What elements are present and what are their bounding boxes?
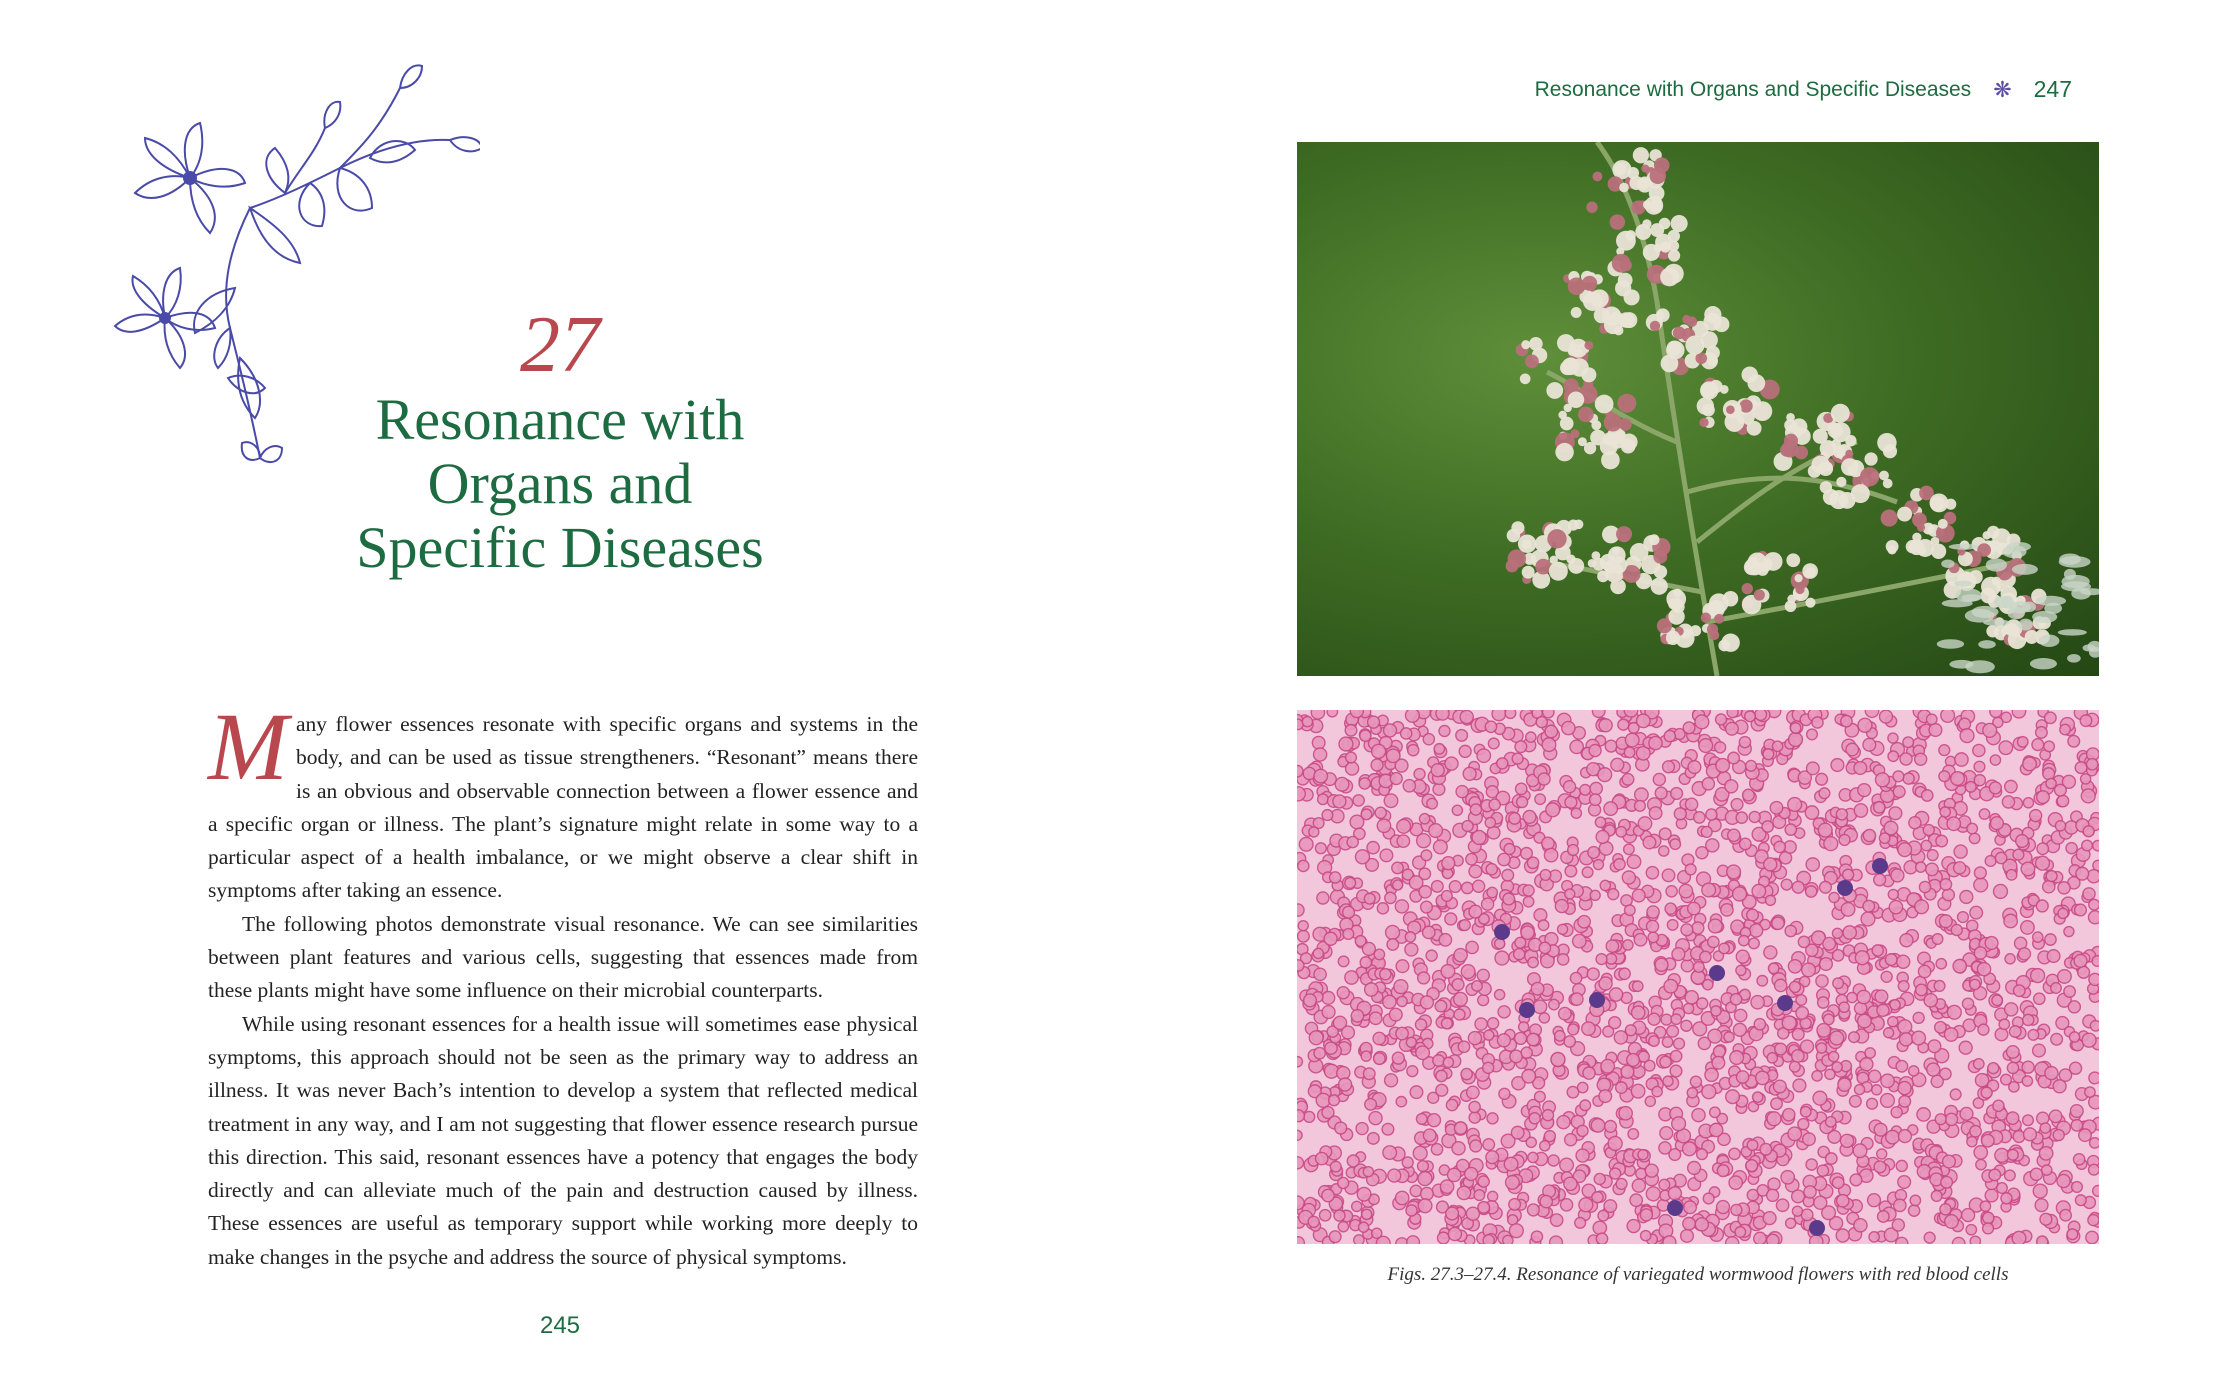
page-number-left: 245 bbox=[539, 1312, 581, 1339]
chapter-title-line: Specific Diseases bbox=[356, 515, 764, 580]
right-page bbox=[1120, 0, 2240, 1400]
chapter-title bbox=[300, 388, 820, 580]
paragraph: While using resonant essences for a health issue will sometimes ease physical symptoms, this approach should not be seen as the primary way to address an illness. It was never Bach’s intention to develop a system that reflected medical treatment in any way, and I am not suggesting that flower essence research pursue this direction. This said, resonant essences have a potency that engages the body directly and can alleviate much of the pain and destruction caused by illness. These essences are useful as temporary support while working more deeply to make changes in the psyche and address the source of physical symptoms. bbox=[208, 1011, 918, 1269]
drop-cap: M bbox=[208, 693, 288, 800]
running-head bbox=[1535, 76, 2072, 103]
wormwood-flowers-image bbox=[1297, 142, 2099, 676]
paragraph: The following photos demonstrate visual resonance. We can see similarities between plant features and various cells, suggesting that essences made from these plants might have some influence on their microbial counterparts. bbox=[208, 911, 918, 1003]
chapter-title-line: Organs and bbox=[427, 451, 693, 516]
wormwood-flowers-photo bbox=[1297, 142, 2099, 676]
red-blood-cells-image bbox=[1297, 710, 2099, 1244]
paragraph-text: any flower essences resonate with specific organs and systems in the body, and can be used as tissue strengtheners. “Resonant” means there is an obvious and observable connection between a flower essence and a specific organ or illness. The plant’s signature might relate in some way to a particular aspect of a health imbalance, or we might observe a clear shift in symptoms after taking an essence. bbox=[208, 712, 918, 903]
paragraph bbox=[208, 693, 918, 908]
body-text bbox=[208, 693, 918, 1274]
running-head-title: Resonance with Organs and Specific Diseases bbox=[1534, 77, 1972, 101]
red-blood-cells-photo bbox=[1297, 710, 2099, 1244]
chapter-title-line: Resonance with bbox=[375, 387, 745, 452]
chapter-number: 27 bbox=[520, 301, 600, 389]
page-number-right: 247 bbox=[2033, 76, 2072, 102]
figure-caption: Figs. 27.3–27.4. Resonance of variegated wormwood flowers with red blood cells bbox=[1387, 1264, 2009, 1285]
flower-ornament-icon: ❋ bbox=[1993, 76, 2012, 102]
